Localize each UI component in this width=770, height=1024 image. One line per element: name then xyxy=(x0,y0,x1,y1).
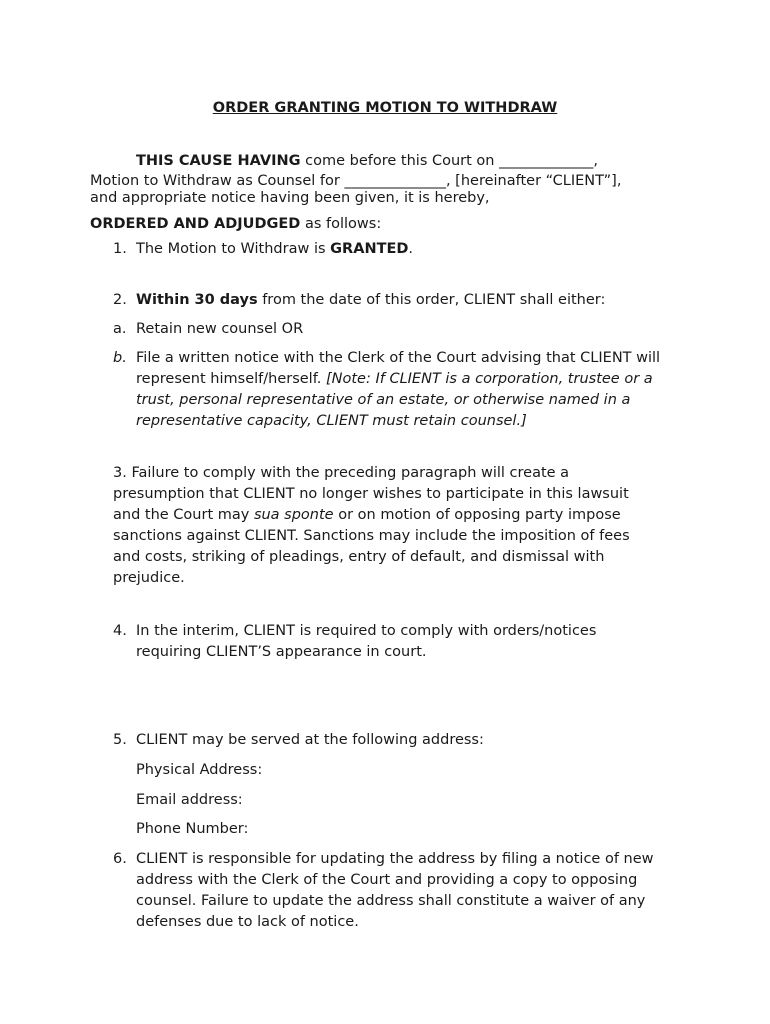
item-3-pre: Failure to comply with the preceding paragraph will create a presumption that CLIENT no longer wishes to participate in this lawsuit and the Court may xyxy=(113,465,629,523)
intro-lead-rest: come before this Court on _____________, xyxy=(300,153,598,169)
document-title: ORDER GRANTING MOTION TO WITHDRAW xyxy=(212,100,558,116)
email-address-label: Email address: xyxy=(136,792,243,808)
physical-address-label: Physical Address: xyxy=(136,762,263,778)
item-1-text xyxy=(136,239,696,260)
item-letter: b. xyxy=(113,350,127,366)
item-1-bold: GRANTED xyxy=(330,241,409,257)
item-number: 3. xyxy=(113,465,127,481)
item-b-text xyxy=(136,348,681,432)
item-number: 1. xyxy=(113,241,127,257)
item-2-post: from the date of this order, CLIENT shall either: xyxy=(257,292,606,308)
item-3-italic: sua sponte xyxy=(253,507,334,523)
item-letter: a. xyxy=(113,321,127,337)
item-3-post: or on motion of opposing party impose sanctions against CLIENT. Sanctions may include the imposition of fees and costs, striking of pleadings, entry of default, and dismissal with prejudice. xyxy=(113,507,630,586)
item-4-text: In the interim, CLIENT is required to comply with orders/notices requiring CLIENT’S appearance in court. xyxy=(136,623,597,660)
item-2-bold: Within 30 days xyxy=(136,292,258,308)
item-1-post: . xyxy=(408,241,414,257)
intro-line-2: Motion to Withdraw as Counsel for ______________, [hereinafter “CLIENT”], xyxy=(90,173,622,189)
item-b-note: [Note: If CLIENT is a corporation, trustee or a trust, personal representative of an estate, or otherwise named in a representative capacity, CLIENT must retain counsel.] xyxy=(136,371,653,429)
item-5-text: CLIENT may be served at the following address: xyxy=(136,732,484,748)
item-6-text: CLIENT is responsible for updating the address by filing a notice of new address with the Clerk of the Court and providing a copy to opposing counsel. Failure to update the address shall constitute a waiver of any defenses due to lack of notice. xyxy=(136,851,654,930)
ordered-adjudged xyxy=(90,214,381,234)
intro-line-3: and appropriate notice having been given, it is hereby, xyxy=(90,190,490,206)
intro-line-1 xyxy=(136,151,598,171)
item-number: 6. xyxy=(113,851,127,867)
item-number: 2. xyxy=(113,292,127,308)
item-b-body: File a written notice with the Clerk of the Court advising that CLIENT will represent himself/herself. xyxy=(136,350,661,387)
phone-number-label: Phone Number: xyxy=(136,821,249,837)
item-3-text xyxy=(113,463,658,589)
item-a-text: Retain new counsel OR xyxy=(136,321,304,337)
ordered-rest: as follows: xyxy=(300,216,382,232)
item-number: 4. xyxy=(113,623,127,639)
intro-lead-bold: THIS CAUSE HAVING xyxy=(136,153,301,169)
item-2-text xyxy=(136,290,696,311)
item-number: 5. xyxy=(113,732,127,748)
ordered-bold: ORDERED AND ADJUDGED xyxy=(90,216,301,232)
item-1-pre: The Motion to Withdraw is xyxy=(136,241,331,257)
